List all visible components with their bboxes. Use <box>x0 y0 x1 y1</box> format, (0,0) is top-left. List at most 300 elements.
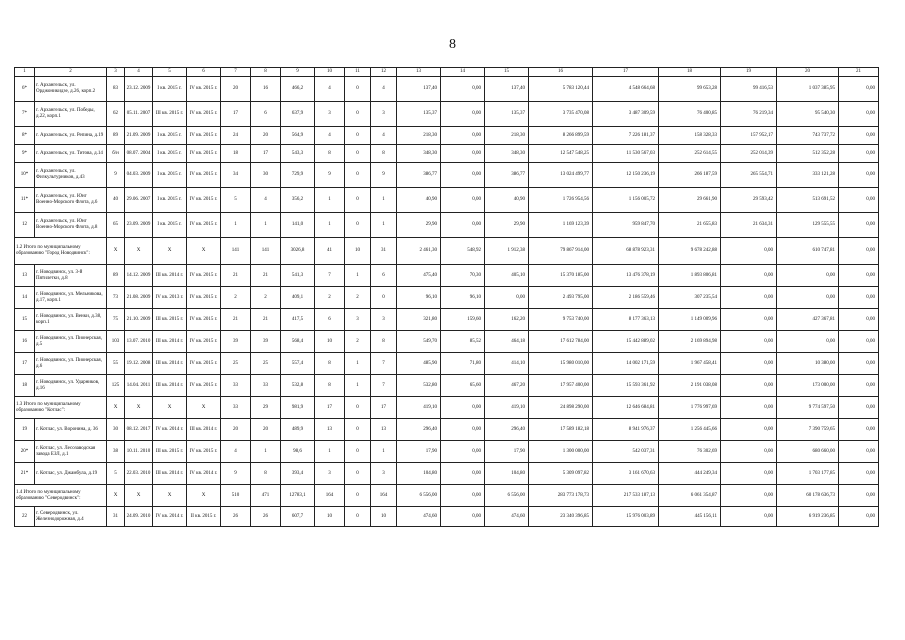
table-cell: 29 <box>251 397 281 419</box>
table-cell: 20 <box>251 127 281 145</box>
table-cell: 16 <box>251 77 281 102</box>
table-cell: 532,80 <box>397 375 441 397</box>
table-cell: III кв. 2014 г. <box>153 353 187 375</box>
table-cell: 5 <box>107 463 125 485</box>
table-cell: 0,00 <box>441 463 485 485</box>
table-cell: 21 <box>251 309 281 331</box>
table-cell: 1 912,38 <box>485 238 529 265</box>
table-cell: III кв. 2014 г. <box>187 419 221 441</box>
table-cell: 8* <box>15 127 35 145</box>
column-header: 12 <box>371 68 397 77</box>
table-cell: 548,92 <box>441 238 485 265</box>
table-cell: 0,00 <box>839 419 879 441</box>
table-cell: 95 540,30 <box>777 102 839 127</box>
table-cell: 0 <box>345 127 371 145</box>
table-cell: 8 <box>315 375 345 397</box>
address-cell: г. Новодвинск, ул. Пионерская, д.6 <box>35 353 107 375</box>
table-row <box>15 145 879 163</box>
table-cell: III кв. 2014 г. <box>153 463 187 485</box>
column-header: 1 <box>15 68 35 77</box>
table-row <box>15 102 879 127</box>
table-cell: 75 <box>107 309 125 331</box>
table-cell: 610 747,81 <box>777 238 839 265</box>
table-cell: 14 <box>15 287 35 309</box>
table-cell: 8 177 363,13 <box>593 309 659 331</box>
table-cell: X <box>125 397 153 419</box>
table-cell: 2 <box>251 287 281 309</box>
housing-register-table <box>14 67 879 527</box>
table-cell: 8 <box>315 353 345 375</box>
table-cell: 21 <box>251 265 281 287</box>
table-cell: 474,60 <box>397 507 441 527</box>
table-cell: 2 <box>221 287 251 309</box>
table-cell: 0,00 <box>839 213 879 238</box>
table-cell: 7 226 181,37 <box>593 127 659 145</box>
table-cell: 6 <box>251 102 281 127</box>
table-cell: 0,00 <box>485 287 529 309</box>
table-cell: III кв. 2014 г. <box>153 331 187 353</box>
table-cell: 1 <box>315 213 345 238</box>
table-cell: 15 593 361,92 <box>593 375 659 397</box>
table-cell: 10 <box>315 331 345 353</box>
column-header: 16 <box>529 68 593 77</box>
table-cell: 1 <box>371 213 397 238</box>
table-cell: 0,00 <box>441 419 485 441</box>
table-cell: 485,90 <box>397 353 441 375</box>
table-cell: 6 <box>371 265 397 287</box>
table-cell: II кв. 2015 г. <box>187 507 221 527</box>
table-cell: 9 <box>371 163 397 188</box>
table-cell: 543,3 <box>281 145 315 163</box>
table-cell: 29 661,90 <box>659 188 721 213</box>
table-cell: 0,00 <box>839 127 879 145</box>
table-cell: 04.03. 2009 <box>125 163 153 188</box>
table-cell: 20 <box>221 77 251 102</box>
table-cell: 11 530 567,03 <box>593 145 659 163</box>
table-cell: 2 <box>345 331 371 353</box>
table-cell: 9* <box>15 145 35 163</box>
table-cell: 05.11. 2007 <box>125 102 153 127</box>
table-row <box>15 419 879 441</box>
table-cell: 0,00 <box>721 397 777 419</box>
table-cell: 4 <box>221 441 251 463</box>
table-cell: 405,10 <box>485 265 529 287</box>
table-cell: 17 <box>15 353 35 375</box>
table-cell: 8 <box>371 145 397 163</box>
address-cell: г. Северодвинск, ул. Железнодорожная, д.4 <box>35 507 107 527</box>
table-cell: 19.12. 2008 <box>125 353 153 375</box>
table-cell: 162,20 <box>485 309 529 331</box>
table-cell: 15 980 010,00 <box>529 353 593 375</box>
table-cell: 0 <box>345 441 371 463</box>
table-cell: 158 328,33 <box>659 127 721 145</box>
table-cell: 0,00 <box>721 441 777 463</box>
table-cell: 0,00 <box>721 485 777 507</box>
table-cell: 1 <box>371 441 397 463</box>
table-cell: 1 256 445,66 <box>659 419 721 441</box>
table-cell: 1 703 177,85 <box>777 463 839 485</box>
table-cell: 1 169 123,39 <box>529 213 593 238</box>
table-cell: 08.12. 2017 <box>125 419 153 441</box>
table-cell: 30 <box>251 163 281 188</box>
table-cell: 7* <box>15 102 35 127</box>
table-cell: 1 <box>251 213 281 238</box>
table-cell: 218,30 <box>397 127 441 145</box>
table-cell: 79 867 914,00 <box>529 238 593 265</box>
table-cell: 30 <box>107 419 125 441</box>
column-header: 10 <box>315 68 345 77</box>
table-cell: 13 476 378,19 <box>593 265 659 287</box>
table-cell: 0 <box>345 419 371 441</box>
table-cell: 39 <box>251 331 281 353</box>
table-cell: 0,00 <box>839 441 879 463</box>
table-cell: 135,37 <box>485 102 529 127</box>
table-cell: 564,9 <box>281 127 315 145</box>
table-cell: 0 <box>345 145 371 163</box>
table-cell: 25 <box>221 353 251 375</box>
table-cell: 17 <box>251 145 281 163</box>
table-cell: X <box>125 485 153 507</box>
table-cell: 419,10 <box>397 397 441 419</box>
table-cell: 568,4 <box>281 331 315 353</box>
table-cell: 252 014,39 <box>721 145 777 163</box>
table-cell: X <box>107 397 125 419</box>
table-cell: 0,00 <box>721 238 777 265</box>
table-cell: X <box>187 485 221 507</box>
table-cell: 0 <box>345 163 371 188</box>
table-cell: 0,00 <box>721 507 777 527</box>
table-cell: 356,2 <box>281 188 315 213</box>
table-cell: I кв. 2015 г. <box>153 188 187 213</box>
table-cell: III кв. 2015 г. <box>153 441 187 463</box>
table-cell: 17,90 <box>397 441 441 463</box>
address-cell: г. Архангельск, ул. Победы, д.22, корп.1 <box>35 102 107 127</box>
table-cell: 6 061 354,87 <box>659 485 721 507</box>
table-cell: 0,00 <box>441 145 485 163</box>
table-cell: 1 <box>345 375 371 397</box>
column-header: 21 <box>839 68 879 77</box>
table-cell: 393,4 <box>281 463 315 485</box>
table-cell: IV кв. 2014 г. <box>187 463 221 485</box>
table-cell: 217 533 187,13 <box>593 485 659 507</box>
header-row <box>15 68 879 77</box>
table-cell: 0,00 <box>839 485 879 507</box>
table-row <box>15 77 879 102</box>
table-cell: 6 <box>315 309 345 331</box>
address-cell: г. Новодвинск, ул. Ударников, д.16 <box>35 375 107 397</box>
table-cell: 0,00 <box>441 77 485 102</box>
table-cell: 743 737,72 <box>777 127 839 145</box>
table-cell: 474,60 <box>485 507 529 527</box>
table-cell: 164 <box>371 485 397 507</box>
table-cell: 0 <box>345 485 371 507</box>
table-cell: 0 <box>345 397 371 419</box>
table-cell: 0,00 <box>721 265 777 287</box>
table-cell: 4 <box>251 188 281 213</box>
table-cell: 5 309 097,82 <box>529 463 593 485</box>
table-cell: 41 <box>315 238 345 265</box>
table-cell: 7 <box>315 265 345 287</box>
table-cell: 0,00 <box>839 188 879 213</box>
table-cell: I кв. 2015 г. <box>153 213 187 238</box>
table-cell: 103 <box>107 331 125 353</box>
table-cell: 2 <box>315 287 345 309</box>
table-cell: 17 589 182,18 <box>529 419 593 441</box>
table-cell: 141 <box>251 238 281 265</box>
table-cell: 0,00 <box>721 463 777 485</box>
address-cell: г. Новодвинск, ул. Пионерская, д.5 <box>35 331 107 353</box>
table-row <box>15 127 879 145</box>
table-cell: X <box>153 238 187 265</box>
column-header: 8 <box>251 68 281 77</box>
column-header: 14 <box>441 68 485 77</box>
table-cell: III кв. 2015 г. <box>153 102 187 127</box>
table-cell: 13 024 499,77 <box>529 163 593 188</box>
table-row <box>15 309 879 331</box>
table-cell: 13 <box>371 419 397 441</box>
address-cell: г. Котлас, ул. Лесозаводская завода ЕЗЛ, д.1 <box>35 441 107 463</box>
table-cell: 62 <box>107 102 125 127</box>
table-cell: X <box>153 485 187 507</box>
table-cell: 9 678 242,88 <box>659 238 721 265</box>
table-cell: 348,30 <box>485 145 529 163</box>
table-cell: 3 735 470,08 <box>529 102 593 127</box>
table-cell: IV кв. 2015 г. <box>187 441 221 463</box>
table-cell: 39 <box>221 331 251 353</box>
table-cell: 1 <box>345 265 371 287</box>
table-cell: 427 367,81 <box>777 309 839 331</box>
table-cell: 4 <box>315 77 345 102</box>
table-cell: 10* <box>15 163 35 188</box>
table-cell: 541,3 <box>281 265 315 287</box>
table-cell: 15 442 889,02 <box>593 331 659 353</box>
table-cell: I кв. 2015 г. <box>153 127 187 145</box>
table-cell: 6 556,00 <box>485 485 529 507</box>
subtotal-row <box>15 485 879 507</box>
table-cell: 40,90 <box>485 188 529 213</box>
table-cell: 471 <box>251 485 281 507</box>
table-cell: 129 555,55 <box>777 213 839 238</box>
table-cell: 1 893 806,81 <box>659 265 721 287</box>
table-cell: X <box>187 397 221 419</box>
table-cell: IV кв. 2015 г. <box>187 353 221 375</box>
table-cell: 104,80 <box>397 463 441 485</box>
subtotal-row <box>15 397 879 419</box>
table-cell: 8 <box>371 331 397 353</box>
table-cell: 15 370 185,00 <box>529 265 593 287</box>
table-cell: 464,18 <box>485 331 529 353</box>
table-cell: 0,00 <box>721 331 777 353</box>
table-cell: IV кв. 2015 г. <box>187 331 221 353</box>
table-cell: 17 <box>221 102 251 127</box>
table-cell: 21 634,31 <box>721 213 777 238</box>
table-cell: 0 <box>371 287 397 309</box>
table-cell: 0,00 <box>839 331 879 353</box>
table-cell: 3 <box>315 463 345 485</box>
table-row <box>15 441 879 463</box>
table-cell: 0,00 <box>839 375 879 397</box>
table-cell: 10 380,00 <box>777 353 839 375</box>
table-cell: 0,00 <box>839 102 879 127</box>
table-cell: 0 <box>345 507 371 527</box>
table-cell: 141 <box>221 238 251 265</box>
table-cell: 1 967 458,41 <box>659 353 721 375</box>
table-cell: 0,00 <box>839 238 879 265</box>
table-cell: 467,20 <box>485 375 529 397</box>
table-cell: 0,00 <box>721 287 777 309</box>
table-cell: 17 612 784,00 <box>529 331 593 353</box>
table-cell: 40,90 <box>397 188 441 213</box>
table-cell: 489,9 <box>281 419 315 441</box>
table-cell: 21* <box>15 463 35 485</box>
table-cell: 164 <box>315 485 345 507</box>
table-cell: 1 <box>345 353 371 375</box>
table-cell: 21 <box>221 309 251 331</box>
table-cell: 33 <box>251 375 281 397</box>
table-row <box>15 213 879 238</box>
table-cell: 33 <box>221 375 251 397</box>
table-cell: 729,9 <box>281 163 315 188</box>
address-cell: г. Архангельск, ул. Титова, д.14 <box>35 145 107 163</box>
table-cell: 76 302,69 <box>659 441 721 463</box>
address-cell: г. Архангельск, ул. Юнг Военно-Морского Флота, д.8 <box>35 213 107 238</box>
table-row <box>15 463 879 485</box>
table-cell: 0,00 <box>441 397 485 419</box>
table-cell: 24.09. 2010 <box>125 507 153 527</box>
table-cell: 414,10 <box>485 353 529 375</box>
table-cell: 70,30 <box>441 265 485 287</box>
table-cell: 0,00 <box>839 145 879 163</box>
table-cell: 23 340 396,85 <box>529 507 593 527</box>
table-cell: 4 <box>371 77 397 102</box>
table-cell: 5 <box>221 188 251 213</box>
table-cell: 444 249,34 <box>659 463 721 485</box>
table-cell: 33 <box>221 397 251 419</box>
table-cell: 0,00 <box>441 102 485 127</box>
address-cell: г. Архангельск, ул. Физкультурников, д.43 <box>35 163 107 188</box>
table-cell: 12783,1 <box>281 485 315 507</box>
table-cell: 65 <box>107 213 125 238</box>
table-row <box>15 287 879 309</box>
table-cell: 2 191 038,08 <box>659 375 721 397</box>
table-cell: I кв. 2015 г. <box>153 163 187 188</box>
table-cell: 24 <box>221 127 251 145</box>
table-cell: 1 <box>221 213 251 238</box>
table-cell: 8 266 899,59 <box>529 127 593 145</box>
column-header: 18 <box>659 68 721 77</box>
address-cell: г. Котлас, ул. Джамбула, д.19 <box>35 463 107 485</box>
table-cell: 7 <box>371 375 397 397</box>
subtotal-label: 1.3 Итого по муниципальному образованию "Котлас": <box>15 397 107 419</box>
table-row <box>15 188 879 213</box>
table-cell: 3 161 670,63 <box>593 463 659 485</box>
address-cell: г. Новодвинск, ул. Венки, д.38, корп.1 <box>35 309 107 331</box>
table-cell: 173 000,00 <box>777 375 839 397</box>
table-cell: IV кв. 2015 г. <box>187 163 221 188</box>
table-cell: 0,00 <box>721 375 777 397</box>
subtotal-label: 1.2 Итого по муниципальному образованию "Город Новодвинск": <box>15 238 107 265</box>
table-cell: 99 653,28 <box>659 77 721 102</box>
table-cell: III кв. 2014 г. <box>153 265 187 287</box>
table-cell: 125 <box>107 375 125 397</box>
table-cell: IV кв. 2015 г. <box>187 309 221 331</box>
table-cell: 532,8 <box>281 375 315 397</box>
table-cell: 26 <box>251 507 281 527</box>
table-cell: 23.12. 2009 <box>125 77 153 102</box>
table-cell: 3 <box>315 102 345 127</box>
table-cell: 17 957 400,00 <box>529 375 593 397</box>
table-cell: 15 <box>15 309 35 331</box>
table-cell: IV кв. 2015 г. <box>187 102 221 127</box>
table-cell: 542 037,31 <box>593 441 659 463</box>
table-cell: 0,00 <box>441 188 485 213</box>
table-row <box>15 375 879 397</box>
table-cell: 20 <box>221 419 251 441</box>
table-cell: 0,00 <box>441 127 485 145</box>
page-number: 8 <box>449 37 456 52</box>
table-cell: III кв. 2015 г. <box>153 309 187 331</box>
table-cell: 13.07. 2010 <box>125 331 153 353</box>
table-cell: 959 847,70 <box>593 213 659 238</box>
table-cell: 4 <box>315 127 345 145</box>
subtotal-label: 1.4 Итого по муниципальному образованию "Северодвинск": <box>15 485 107 507</box>
table-cell: IV кв. 2015 г. <box>187 213 221 238</box>
table-cell: 104,80 <box>485 463 529 485</box>
table-cell: X <box>107 485 125 507</box>
table-cell: 1 726 954,56 <box>529 188 593 213</box>
table-cell: IV кв. 2015 г. <box>187 145 221 163</box>
table-cell: 34 <box>221 163 251 188</box>
table-cell: 2 169 894,98 <box>659 331 721 353</box>
column-header: 2 <box>35 68 107 77</box>
table-cell: 0,00 <box>839 309 879 331</box>
table-row <box>15 163 879 188</box>
table-row <box>15 353 879 375</box>
address-cell: г. Архангельск, ул. Репина, д.19 <box>35 127 107 145</box>
table-cell: 0,00 <box>777 265 839 287</box>
table-cell: 31 <box>107 507 125 527</box>
table-cell: 1 <box>315 188 345 213</box>
table-cell: 8 <box>251 463 281 485</box>
address-cell: г. Новодвинск, ул. 3-й Пятилетки, д.8 <box>35 265 107 287</box>
table-row <box>15 331 879 353</box>
table-cell: 5 783 120,44 <box>529 77 593 102</box>
table-cell: 1 156 005,72 <box>593 188 659 213</box>
table-cell: IV кв. 2013 г. <box>153 287 187 309</box>
table-cell: 29 593,42 <box>721 188 777 213</box>
table-cell: 1 <box>251 441 281 463</box>
table-cell: 14.04. 2011 <box>125 375 153 397</box>
table-cell: 296,40 <box>397 419 441 441</box>
table-cell: 218,30 <box>485 127 529 145</box>
table-cell: 0,00 <box>777 331 839 353</box>
table-cell: 0 <box>345 188 371 213</box>
table-cell: 2 186 559,46 <box>593 287 659 309</box>
table-cell: 466,2 <box>281 77 315 102</box>
table-cell: 135,37 <box>397 102 441 127</box>
column-header: 7 <box>221 68 251 77</box>
table-cell: 29.06. 2007 <box>125 188 153 213</box>
table-cell: 20* <box>15 441 35 463</box>
table-cell: 6 919 236,85 <box>777 507 839 527</box>
table-cell: 0,00 <box>721 419 777 441</box>
table-cell: 141,0 <box>281 213 315 238</box>
table-row <box>15 265 879 287</box>
table-cell: 2 461,30 <box>397 238 441 265</box>
table-cell: 159,60 <box>441 309 485 331</box>
table-cell: X <box>153 397 187 419</box>
table-cell: 9 <box>315 163 345 188</box>
